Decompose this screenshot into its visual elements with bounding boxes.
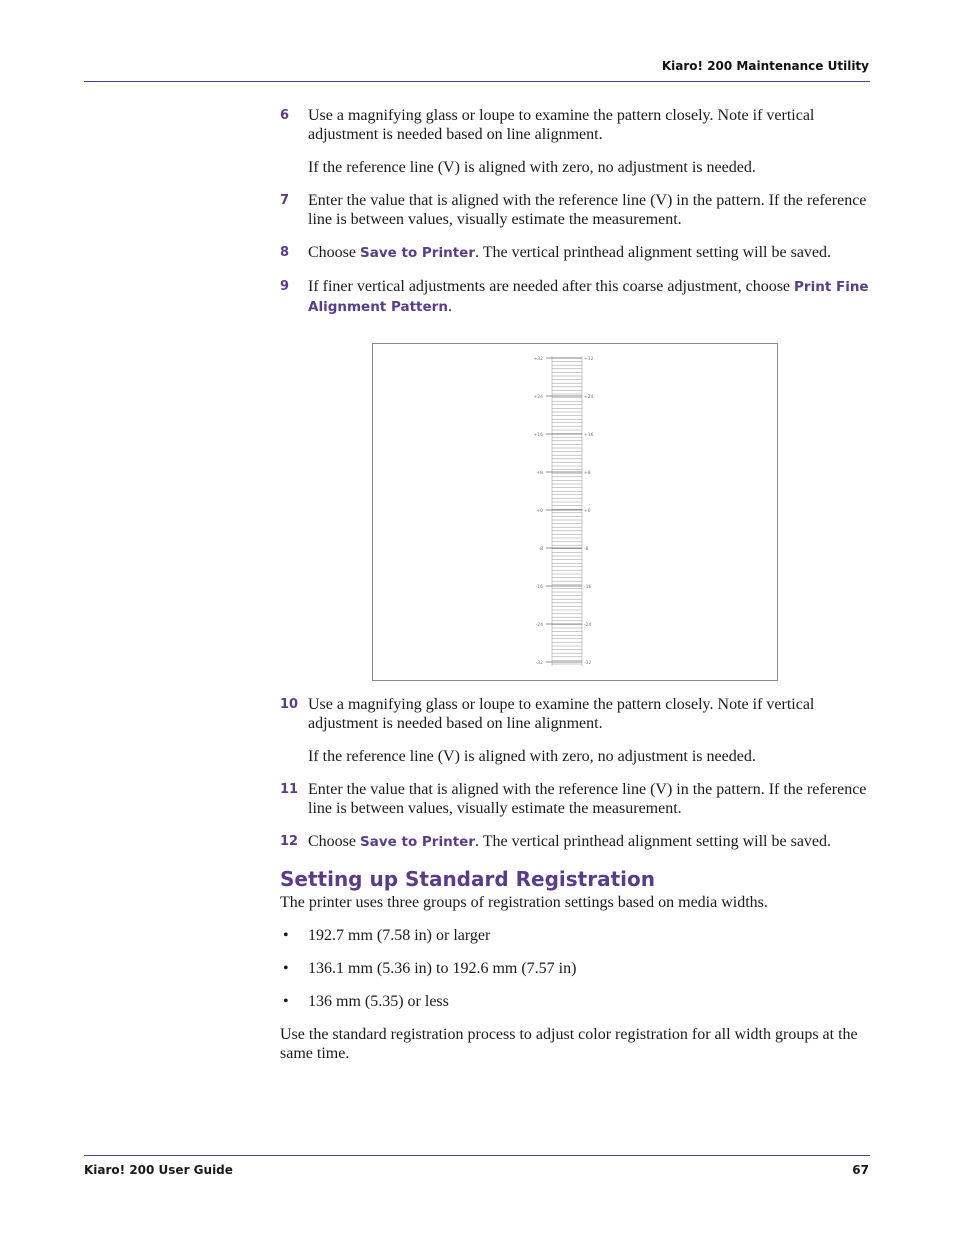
header-rule (84, 81, 870, 82)
step-text: Use a magnifying glass or loupe to examine the pattern closely. Note if vertical adjustment is needed based on line alignment. (308, 107, 815, 143)
step-text-post: . The vertical printhead alignment setting will be saved. (474, 244, 832, 261)
list-item (280, 992, 870, 1011)
running-header: Kiaro! 200 Maintenance Utility (661, 59, 869, 73)
section-intro: The printer uses three groups of registration settings based on media widths. (280, 894, 768, 911)
step-10 (280, 695, 870, 733)
list-item-text: 136.1 mm (5.36 in) to 192.6 mm (7.57 in) (308, 960, 577, 977)
step-text: Use a magnifying glass or loupe to examine the pattern closely. Note if vertical adjustment is needed based on line alignment. (308, 696, 815, 732)
pattern-left-label: +8 (536, 471, 543, 476)
step-note: If the reference line (V) is aligned with zero, no adjustment is needed. (308, 748, 756, 765)
step-11 (280, 780, 870, 818)
step-text: Enter the value that is aligned with the reference line (V) in the pattern. If the reference line is between values, visually estimate the measurement. (308, 781, 867, 817)
step-number: 6 (280, 108, 290, 123)
step-number: 7 (280, 193, 290, 208)
pattern-left-label: -24 (535, 623, 543, 628)
pattern-left-label: -32 (535, 661, 543, 666)
step-note: If the reference line (V) is aligned with zero, no adjustment is needed. (308, 159, 756, 176)
alignment-pattern-figure (372, 343, 778, 681)
page-number: 67 (852, 1163, 869, 1177)
step-8 (280, 243, 870, 263)
step-text-pre: If finer vertical adjustments are needed after this coarse adjustment, choose (308, 278, 795, 295)
page-content (280, 106, 870, 1077)
ui-label-save-to-printer: Save to Printer (360, 245, 475, 261)
pattern-left-label: +16 (533, 433, 543, 438)
list-item-text: 136 mm (5.35) or less (308, 993, 449, 1010)
pattern-left-label: -8 (538, 547, 543, 552)
alignment-pattern-image (373, 344, 777, 680)
step-12 (280, 832, 870, 852)
pattern-right-label: +8 (584, 471, 591, 476)
step-text-pre: Choose (308, 244, 360, 261)
step-text-post: . The vertical printhead alignment setting will be saved. (474, 833, 832, 850)
step-number: 9 (280, 279, 290, 294)
pattern-right-label: +0 (584, 509, 591, 514)
pattern-right-label: +24 (584, 395, 594, 400)
ui-label-save-to-printer: Save to Printer (360, 834, 475, 850)
pattern-left-label: -16 (535, 585, 543, 590)
step-7 (280, 191, 870, 229)
bullet-icon: • (283, 993, 289, 1010)
pattern-right-label: -8 (584, 547, 589, 552)
footer-rule (84, 1155, 870, 1156)
pattern-left-label: +0 (536, 509, 543, 514)
pattern-right-label: -24 (584, 623, 592, 628)
section-heading: Setting up Standard Registration (280, 867, 655, 891)
pattern-left-label: +32 (533, 357, 543, 362)
ui-label-print-fine-alignment-pattern: Print Fine Alignment Pattern (308, 279, 869, 315)
pattern-right-label: +32 (584, 357, 594, 362)
step-number: 8 (280, 245, 290, 260)
step-number: 10 (280, 697, 299, 712)
bullet-icon: • (283, 960, 289, 977)
pattern-right-label: +16 (584, 433, 594, 438)
list-item (280, 959, 870, 978)
bullet-icon: • (283, 927, 289, 944)
pattern-left-label: +24 (533, 395, 543, 400)
step-text-pre: Choose (308, 833, 360, 850)
step-text: Enter the value that is aligned with the reference line (V) in the pattern. If the reference line is between values, visually estimate the measurement. (308, 192, 867, 228)
footer-guide-title: Kiaro! 200 User Guide (84, 1163, 233, 1177)
section-closing: Use the standard registration process to adjust color registration for all width groups at the same time. (280, 1026, 858, 1062)
list-item-text: 192.7 mm (7.58 in) or larger (308, 927, 491, 944)
pattern-right-label: -16 (584, 585, 592, 590)
pattern-right-label: -32 (584, 661, 592, 666)
step-number: 11 (280, 782, 299, 797)
step-6 (280, 106, 870, 144)
step-number: 12 (280, 834, 299, 849)
list-item (280, 926, 870, 945)
step-text-post: . (447, 298, 452, 315)
step-9 (280, 277, 870, 317)
